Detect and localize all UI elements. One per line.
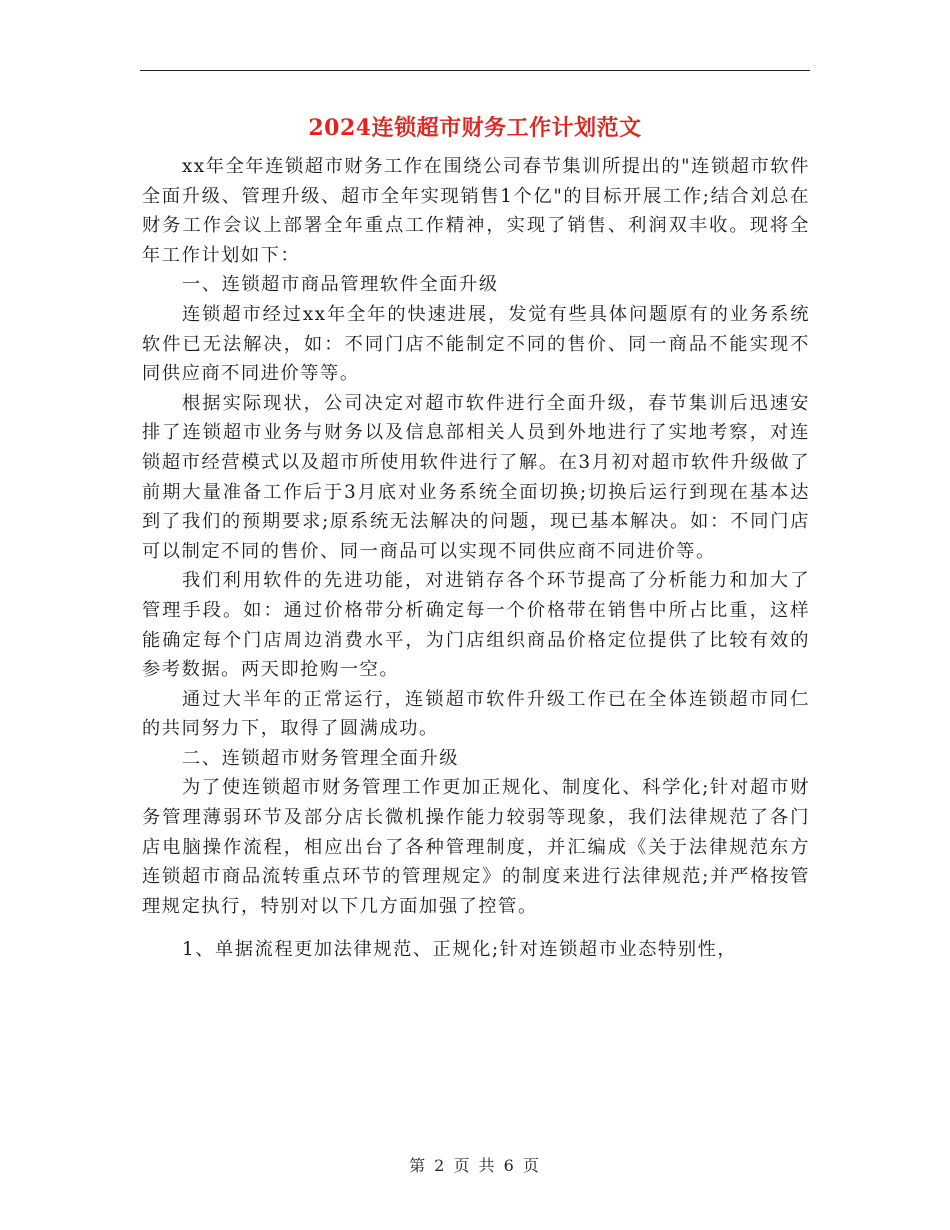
list-item: 1、单据流程更加法律规范、正规化;针对连锁超市业态特别性， — [182, 939, 738, 961]
document-title: 2024连锁超市财务工作计划范文 — [308, 115, 642, 141]
page-number: 第 2 页 共 6 页 — [409, 1156, 541, 1175]
section-heading-1: 一、连锁超市商品管理软件全面升级 — [182, 274, 499, 296]
paragraph: 连锁超市经过xx年全年的快速进展，发觉有些具体问题原有的业务系统软件已无法解决，如：不同门店不能制定不同的售价、同一商品不能实现不同供应商不同进价等等。 — [142, 303, 810, 385]
paragraph: 为了使连锁超市财务管理工作更加正规化、制度化、科学化;针对超市财务管理薄弱环节及部分店长微机操作能力较弱等现象，我们法律规范了各门店电脑操作流程，相应出台了各种管理制度，并汇编成《关于法律规范东方连锁超市商品流转重点环节的管理规定》的制度来进行法律规范;并严格按管理规定执行，特别对以下几方面加强了控管。 — [142, 777, 810, 917]
paragraph: 通过大半年的正常运行，连锁超市软件升级工作已在全体连锁超市同仁的共同努力下，取得了圆满成功。 — [142, 688, 810, 740]
paragraph: 我们利用软件的先进功能，对进销存各个环节提高了分析能力和加大了管理手段。如：通过价格带分析确定每一个价格带在销售中所占比重，这样能确定每个门店周边消费水平，为门店组织商品价格定位提供了比较有效的参考数据。两天即抢购一空。 — [142, 570, 810, 681]
header-rule — [140, 70, 810, 71]
paragraph-intro: xx年全年连锁超市财务工作在围绕公司春节集训所提出的"连锁超市软件全面升级、管理升级、超市全年实现销售1个亿"的目标开展工作;结合刘总在财务工作会议上部署全年重点工作精神，实现了销售、利润双丰收。现将全年工作计划如下： — [142, 156, 810, 266]
section-heading-2: 二、连锁超市财务管理全面升级 — [182, 747, 460, 769]
paragraph: 根据实际现状，公司决定对超市软件进行全面升级，春节集训后迅速安排了连锁超市业务与财务以及信息部相关人员到外地进行了实地考察，对连锁超市经营模式以及超市所使用软件进行了解。在3月初对超市软件升级做了前期大量准备工作后于3月底对业务系统全面切换;切换后运行到现在基本达到了我们的预期要求;原系统无法解决的问题，现已基本解决。如：不同门店可以制定不同的售价、同一商品可以实现不同供应商不同进价等。 — [142, 392, 810, 562]
document-body — [142, 152, 810, 965]
